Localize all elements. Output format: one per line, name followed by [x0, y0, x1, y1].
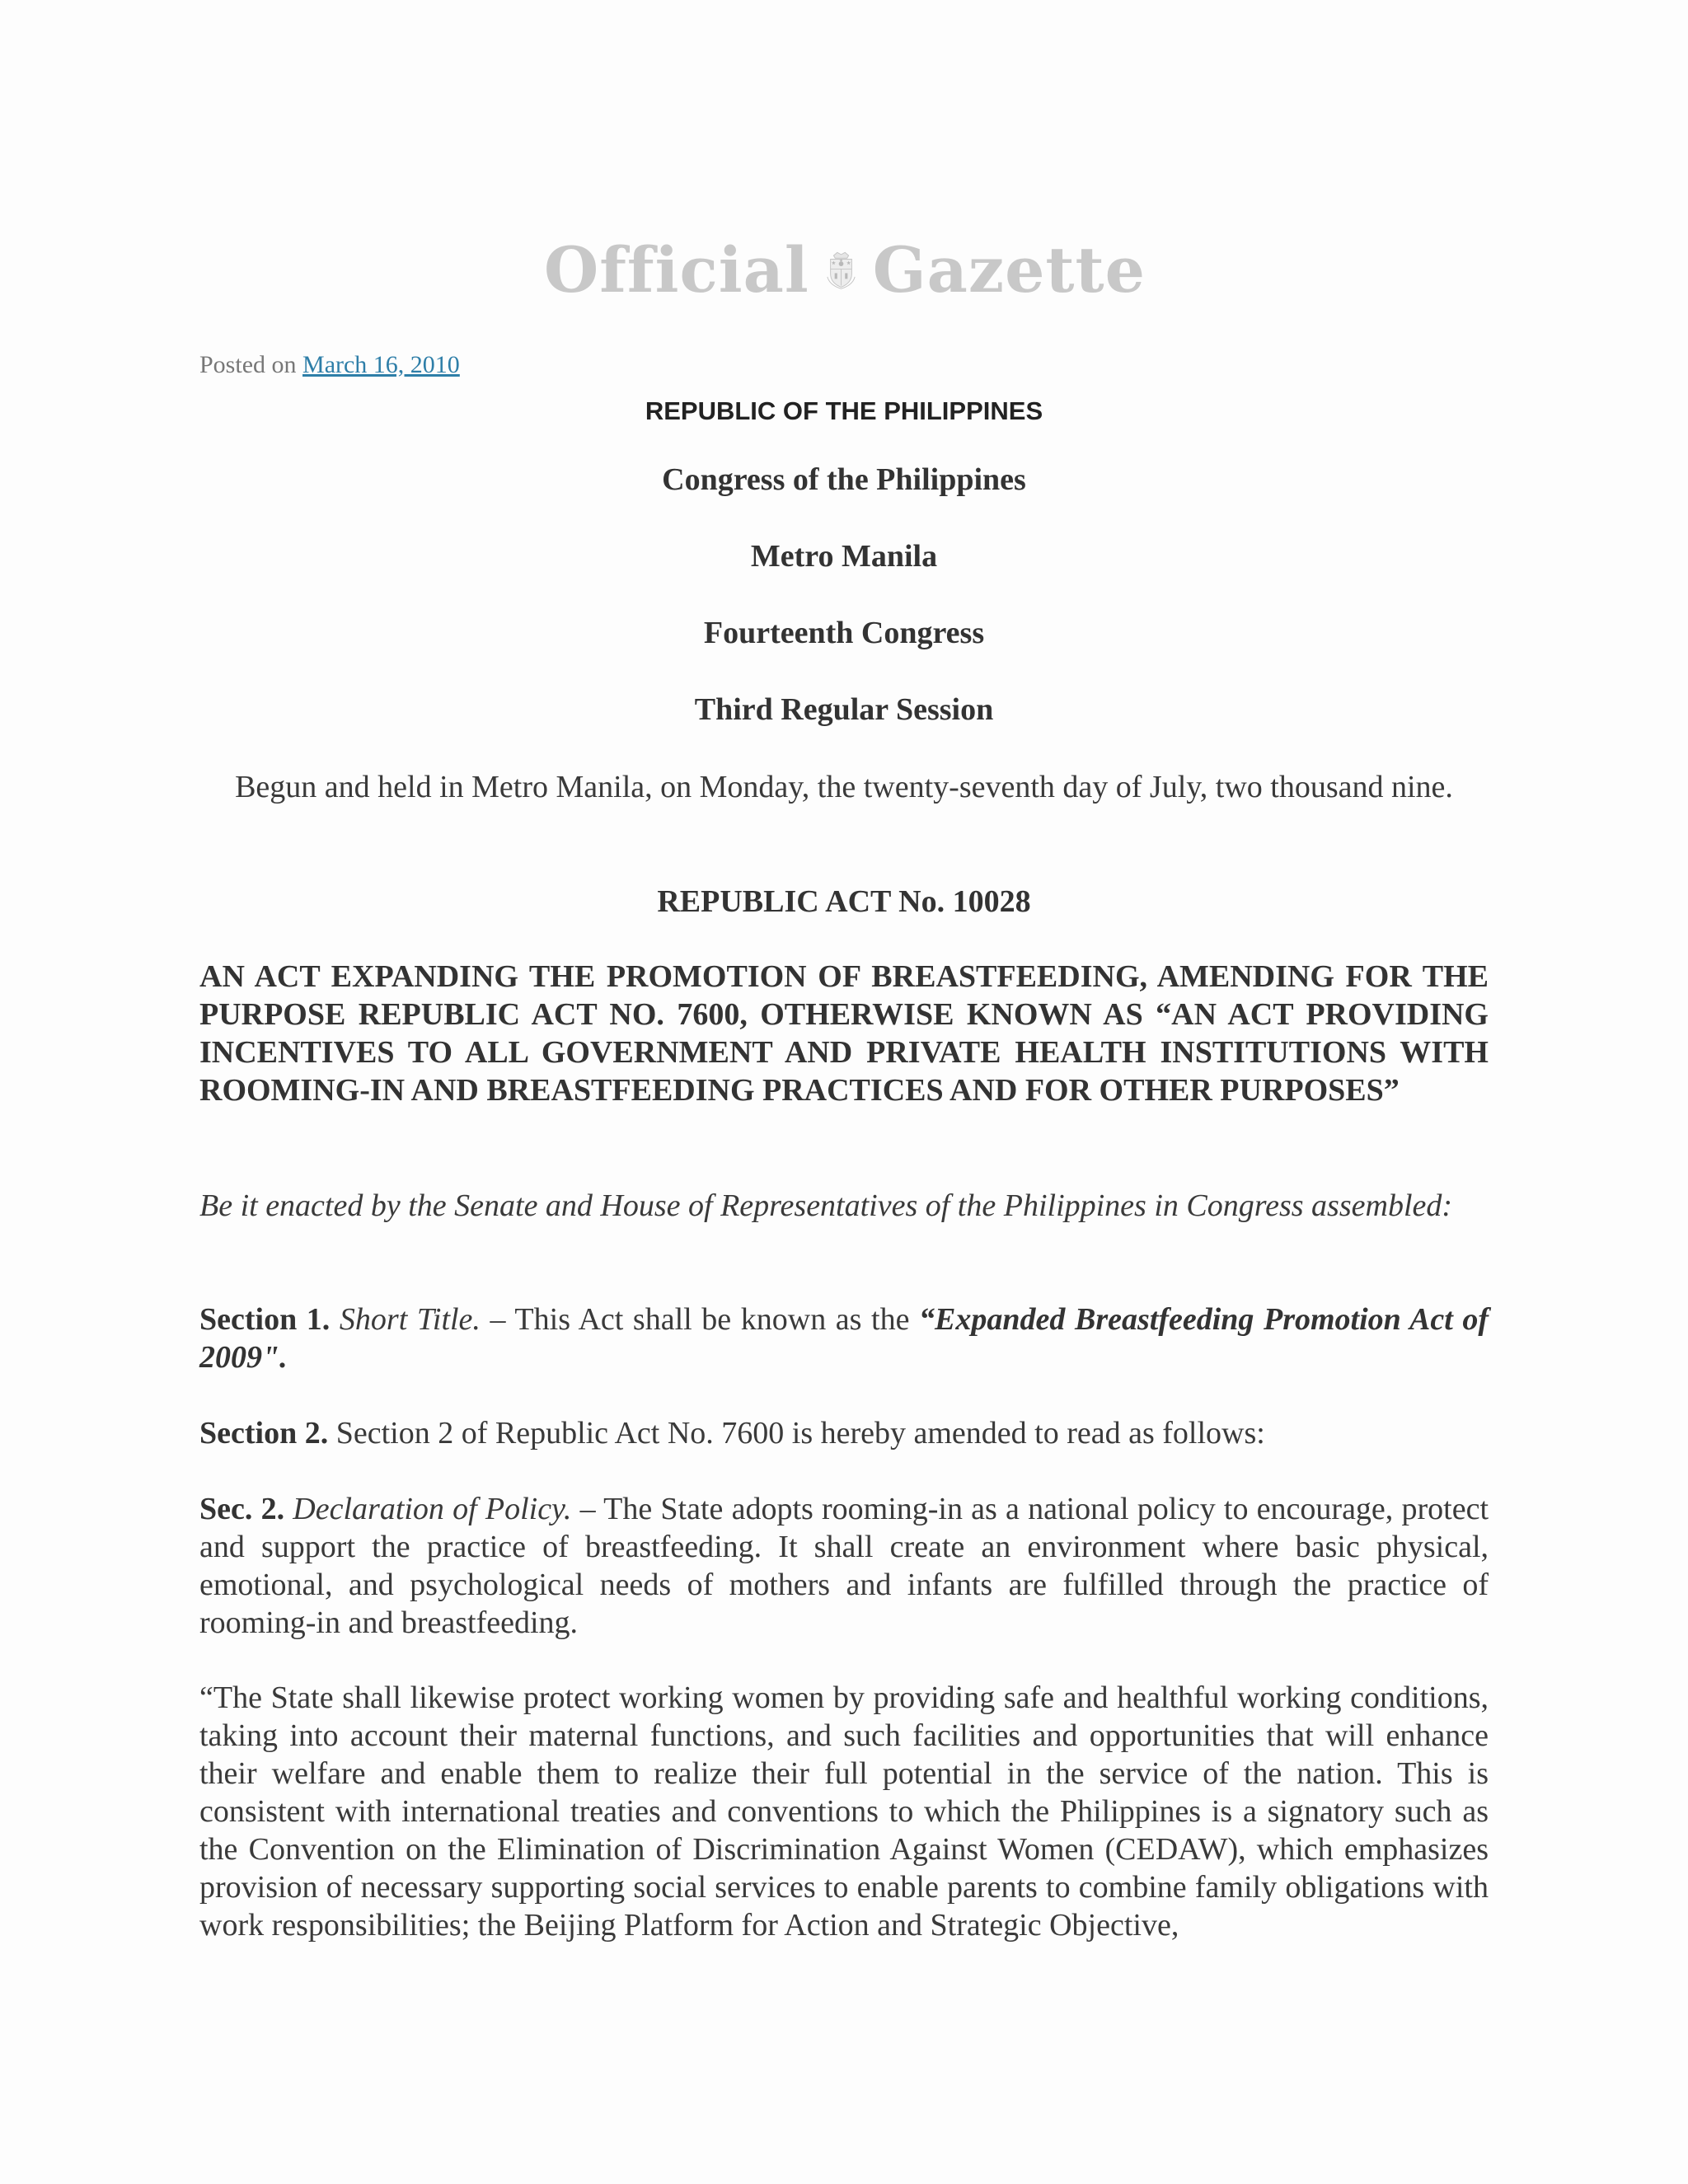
posted-prefix: Posted on [199, 351, 297, 378]
begun-statement: Begun and held in Metro Manila, on Monday, the twenty-seventh day of July, two thousand nine. [235, 770, 1453, 804]
posted-date-link[interactable]: March 16, 2010 [302, 351, 460, 378]
congress-number-heading: Fourteenth Congress [703, 616, 985, 650]
republic-heading: REPUBLIC OF THE PHILIPPINES [645, 396, 1043, 425]
official-gazette-masthead [544, 208, 1146, 333]
sec-2-declaration [199, 1490, 1489, 1642]
section-2-label: Section 2. [199, 1416, 329, 1451]
place-heading: Metro Manila [750, 539, 938, 574]
section-2-text: Section 2 of Republic Act No. 7600 is hereby amended to read as follows: [328, 1416, 1265, 1451]
congress-heading: Congress of the Philippines [662, 462, 1026, 497]
sec-2-text: – The State adopts rooming-in as a national policy to encourage, protect and support the practice of breastfeeding. It shall create an environment where basic physical, emotional, and psychological needs of mothers and infants are fulfilled through the practice of rooming-in and breastfeeding. [199, 1492, 1489, 1640]
section-1-heading: Short Title. [339, 1302, 481, 1337]
section-1-label: Section 1. [199, 1302, 331, 1337]
act-title: AN ACT EXPANDING THE PROMOTION OF BREASTFEEDING, AMENDING FOR THE PURPOSE REPUBLIC ACT NO. 7600, OTHERWISE KNOWN AS “AN ACT PROVIDING INCENTIVES TO ALL GOVERNMENT AND PRIVATE HEALTH INSTITUTIONS WITH ROOMING-IN AND BREASTFEEDING PRACTICES AND FOR OTHER PURPOSES” [199, 959, 1489, 1108]
enacting-clause: Be it enacted by the Senate and House of Representatives of the Philippines in Congress assembled: [199, 1188, 1453, 1223]
masthead-word-official: Official [544, 233, 809, 307]
working-women-paragraph: “The State shall likewise protect working women by providing safe and healthful working conditions, taking into account their maternal functions, and such facilities and opportunities that will enhance their welfare and enable them to realize their full potential in the service of the nation. This is consistent with international treaties and conventions to which the Philippines is a signatory such as the Convention on the Elimination of Discrimination Against Women (CEDAW), which emphasizes provision of necessary supporting social services to enable parents to combine family obligations with work responsibilities; the Beijing Platform for Action and Strategic Objective, [199, 1680, 1489, 1943]
sec-2-heading: Declaration of Policy. [293, 1492, 572, 1526]
session-heading: Third Regular Session [694, 692, 994, 727]
posted-on-line [199, 353, 460, 377]
masthead-word-gazette: Gazette [872, 233, 1146, 307]
section-1-text: – This Act shall be known as the [480, 1302, 920, 1337]
act-number-heading: REPUBLIC ACT No. 10028 [657, 884, 1031, 919]
philippine-coat-of-arms-seal-icon [826, 209, 856, 332]
section-2 [199, 1414, 1489, 1452]
section-1-act-name: “Expanded Breastfeeding Promotion Act of 2009". [199, 1302, 1489, 1375]
sec-2-label: Sec. 2. [199, 1492, 285, 1526]
section-1 [199, 1301, 1489, 1376]
